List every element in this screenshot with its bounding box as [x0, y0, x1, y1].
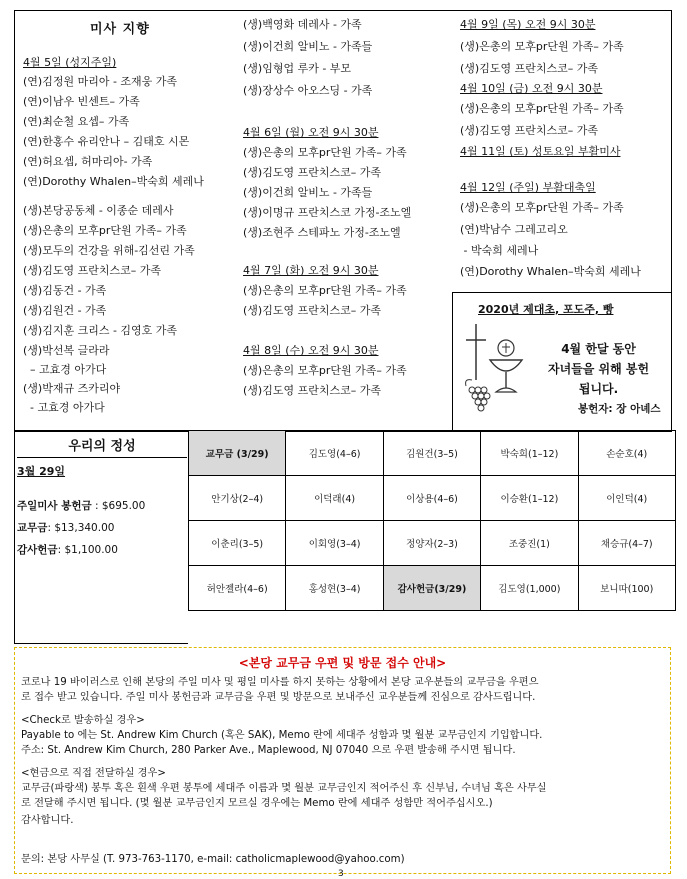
table-cell: 홍성현(3–4): [286, 566, 383, 611]
intention-line: – 고효경 아가다: [23, 363, 107, 376]
donor-table: [188, 430, 676, 611]
intention-line: (생)은총의 모후pr단원 가족– 가족: [23, 224, 187, 237]
date-heading: 4월 8일 (수) 오전 9시 30분: [243, 344, 379, 357]
intention-line: (생)이명규 프란치스코 가정-조노엘: [243, 206, 412, 219]
table-cell: 보니따(100): [578, 566, 675, 611]
offering-date: 3월 29일: [17, 465, 66, 478]
intention-line: (생)조현주 스테파노 가정-조노엘: [243, 226, 401, 239]
intention-line: (생)백영화 데레사 - 가족: [243, 18, 362, 31]
table-cell: 김도영(1,000): [481, 566, 578, 611]
intention-line: (생)김도영 프란치스코– 가족: [243, 384, 381, 397]
intention-line: (생)은총의 모후pr단원 가족– 가족: [243, 146, 407, 159]
intention-line: (생)장상수 아오스딩 - 가족: [243, 84, 373, 97]
date-heading: 4월 10일 (금) 오전 9시 30분: [460, 82, 603, 95]
table-row: [189, 431, 676, 476]
table-cell-header: 감사헌금(3/29): [383, 566, 480, 611]
intention-line: (생)이건희 알비노 - 가족들: [243, 40, 373, 53]
intention-line: (연)박남수 그레고리오: [460, 223, 568, 236]
mass-intentions-title: 미사 지향: [90, 22, 150, 37]
table-cell: 이상용(4–6): [383, 476, 480, 521]
intention-line: (생)모두의 건강을 위해-김선린 가족: [23, 244, 195, 257]
intention-line: (연)한홍수 유리안나 – 김태호 시몬: [23, 135, 190, 148]
table-cell: 조중진(1): [481, 521, 578, 566]
intention-line: (생)은총의 모후pr단원 가족– 가족: [243, 284, 407, 297]
intention-line: (생)은총의 모후pr단원 가족– 가족: [460, 102, 624, 115]
notice-line: 코로나 19 바이러스로 인해 본당의 주일 미사 및 평일 미사를 하지 못하는 상황에서 본당 교우분들의 교무금을 우편으: [21, 677, 539, 688]
intention-line: (생)김동건 - 가족: [23, 284, 107, 297]
table-cell: 이덕래(4): [286, 476, 383, 521]
table-cell: 이승환(1–12): [481, 476, 578, 521]
table-cell: 이춘리(3–5): [189, 521, 286, 566]
notice-line: 로 접수 받고 있습니다. 주일 미사 봉헌금과 교무금을 우편 및 방문으로 보내주신 교우분들께 진심으로 감사드립니다.: [21, 692, 536, 703]
table-cell: 안기상(2–4): [189, 476, 286, 521]
intention-line: (생)김도영 프란치스코– 가족: [460, 62, 598, 75]
intention-line: (생)은총의 모후pr단원 가족– 가족: [460, 40, 624, 53]
thanks-offering: [17, 542, 118, 557]
intention-line: (연)Dorothy Whalen–박숙희 세레나: [23, 175, 204, 188]
intention-line: (생)본당공동체 - 이종순 데레사: [23, 204, 174, 217]
intention-line: (생)은총의 모후pr단원 가족– 가족: [460, 201, 624, 214]
table-cell: 박숙희(1–12): [481, 431, 578, 476]
intention-line: (생)은총의 모후pr단원 가족– 가족: [243, 364, 407, 377]
intention-line: (생)박재규 즈카리야: [23, 382, 121, 395]
intention-line: (연)Dorothy Whalen–박숙희 세레나: [460, 265, 641, 278]
table-row: [189, 566, 676, 611]
sunday-offering: [17, 498, 145, 513]
thanks-label: 감사헌금: [17, 544, 58, 556]
notice-line: 주소: St. Andrew Kim Church, 280 Parker Ave., Maplewood, NJ 07040 으로 우편 발송해 주시면 됩니다.: [21, 745, 516, 756]
intention-line: (연)허요셉, 허마리아- 가족: [23, 155, 153, 168]
notice-contact: 문의: 본당 사무실 (T. 973-763-1170, e-mail: catholicmaplewood@yahoo.com): [21, 854, 405, 865]
intention-line: (생)임형업 루카 - 부모: [243, 62, 352, 75]
date-heading: 4월 9일 (목) 오전 9시 30분: [460, 18, 596, 31]
table-cell: 김도영(4–6): [286, 431, 383, 476]
intention-line: (생)김도영 프란치스코– 가족: [460, 124, 598, 137]
notice-line: 교무금(파랑색) 봉투 혹은 흰색 우편 봉투에 세대주 이름과 몇 월분 교무금인지 적어주신 후 신부님, 수녀님 혹은 사무실: [21, 783, 547, 794]
date-heading: 4월 12일 (주일) 부활대축일: [460, 181, 596, 194]
table-row: [189, 521, 676, 566]
altar-offering-line: 자녀들을 위해 봉헌: [548, 362, 650, 376]
notice-subheading: <Check로 발송하실 경우>: [21, 715, 145, 726]
table-cell: 허안젤라(4–6): [189, 566, 286, 611]
intention-line: (생)김도영 프란치스코– 가족: [243, 304, 381, 317]
intention-line: (생)김도영 프란치스코– 가족: [243, 166, 381, 179]
altar-offering-line: 됩니다.: [578, 382, 619, 396]
altar-offering-line: 4월 한달 동안: [561, 342, 636, 356]
altar-offering-message: [548, 339, 649, 399]
notice-line: Payable to 에는 St. Andrew Kim Church (혹은 SAK), Memo 란에 세대주 성함과 몇 월분 교무금인지 기입합니다.: [21, 730, 543, 741]
notice-title: <본당 교무금 우편 및 방문 접수 안내>: [238, 656, 447, 670]
intention-line: (연)이남우 빈센트– 가족: [23, 95, 140, 108]
altar-offering-title: 2020년 제대초, 포도주, 빵: [478, 303, 614, 316]
offering-summary-box: [14, 430, 188, 644]
intention-line: (생)김원건 - 가족: [23, 304, 107, 317]
sunday-offering-label: 주일미사 봉헌금: [17, 500, 92, 512]
date-heading: 4월 6일 (월) 오전 9시 30분: [243, 126, 379, 139]
table-cell: 정양자(2–3): [383, 521, 480, 566]
dues-offering: [17, 520, 114, 535]
intention-line: (연)최순철 요셉– 가족: [23, 115, 130, 128]
table-cell: 채승규(4–7): [578, 521, 675, 566]
intention-line: (생)김지훈 크리스 - 김영호 가족: [23, 324, 178, 337]
dues-label: 교무금: [17, 522, 48, 534]
table-cell: 손순호(4): [578, 431, 675, 476]
divider: [17, 457, 187, 458]
notice-line: 로 전달해 주시면 됩니다. (몇 월분 교무금인지 모르실 경우에는 Memo 란에 세대주 성함만 적어주십시오.): [21, 798, 493, 809]
table-row: [189, 476, 676, 521]
date-heading: 4월 7일 (화) 오전 9시 30분: [243, 264, 379, 277]
notice-line: 감사합니다.: [21, 815, 74, 826]
table-cell: 이인덕(4): [578, 476, 675, 521]
notice-subheading: <현금으로 직접 전달하실 경우>: [21, 768, 166, 779]
date-heading: 4월 5일 (성지주일): [23, 56, 117, 69]
intention-line: (생)김도영 프란치스코– 가족: [23, 264, 161, 277]
intention-line: - 박숙희 세레나: [460, 244, 539, 257]
notice-box: [14, 647, 671, 874]
table-cell: 이회영(3–4): [286, 521, 383, 566]
table-cell: 김원건(3–5): [383, 431, 480, 476]
intention-line: (생)이건희 알비노 - 가족들: [243, 186, 373, 199]
altar-offering-donor: 봉헌자: 장 아녜스: [578, 403, 661, 415]
page-number: 3: [338, 869, 344, 879]
date-heading: 4월 11일 (토) 성토요일 부활미사: [460, 145, 621, 158]
chalice-grapes-icon: [462, 320, 534, 412]
intention-line: - 고효경 아가다: [23, 401, 105, 414]
intention-line: (생)박선복 글라라: [23, 344, 110, 357]
intention-line: (연)김정원 마리아 - 조재웅 가족: [23, 75, 178, 88]
thanks-value: : $1,100.00: [57, 544, 118, 556]
table-cell-header: 교무금 (3/29): [189, 431, 286, 476]
offering-title: 우리의 정성: [68, 439, 136, 454]
dues-value: : $13,340.00: [47, 522, 115, 534]
sunday-offering-value: : $695.00: [91, 500, 146, 512]
